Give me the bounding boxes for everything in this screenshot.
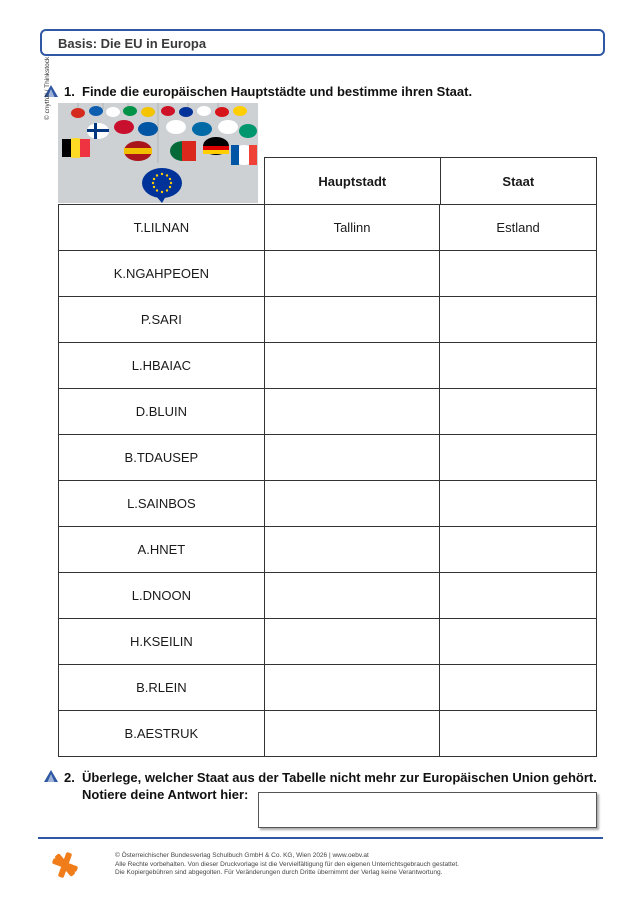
staat-cell[interactable] [440,665,597,711]
scrambled-capital-cell: L.DNOON [59,573,265,619]
scrambled-capital-cell: T.LILNAN [59,205,265,251]
answer-field[interactable] [258,792,597,828]
scrambled-capital-cell: B.RLEIN [59,665,265,711]
hauptstadt-cell[interactable] [264,389,439,435]
staat-cell[interactable]: Estland [440,205,597,251]
scrambled-capital-cell: K.NGAHPEOEN [59,251,265,297]
hauptstadt-cell[interactable] [264,711,439,757]
staat-cell[interactable] [440,343,597,389]
table-row [59,619,597,665]
hauptstadt-cell[interactable] [264,527,439,573]
table-row [59,343,597,389]
difficulty-icon [44,770,58,782]
table-row [59,481,597,527]
hauptstadt-cell[interactable]: Tallinn [264,205,439,251]
staat-cell[interactable] [440,481,597,527]
scrambled-capital-cell: L.HBAIAC [59,343,265,389]
hauptstadt-cell[interactable] [264,619,439,665]
staat-cell[interactable] [440,573,597,619]
staat-cell[interactable] [440,711,597,757]
table-row [59,435,597,481]
footer-line-3: Die Kopiergebühren sind abgegolten. Für Veränderungen durch Dritte übernimmt der Verlag keine Verantwortung. [115,869,443,876]
table-row [59,711,597,757]
eu-flags-image [58,103,258,203]
hauptstadt-cell[interactable] [264,481,439,527]
scrambled-capital-cell: B.TDAUSEP [59,435,265,481]
task1-number: 1. [64,84,75,99]
scrambled-capital-cell: A.HNET [59,527,265,573]
staat-cell[interactable] [440,389,597,435]
task1-instruction: Finde die europäischen Hauptstädte und bestimme ihren Staat. [82,84,473,99]
staat-cell[interactable] [440,297,597,343]
task2-question: Überlege, welcher Staat aus der Tabelle nicht mehr zur Europäischen Union gehört. [82,770,597,785]
publisher-logo-icon [50,850,80,880]
worksheet-header [40,29,605,56]
task2-prompt: Notiere deine Antwort hier: [82,787,249,802]
hauptstadt-cell[interactable] [264,665,439,711]
table-header [264,157,597,205]
scrambled-capital-cell: P.SARI [59,297,265,343]
image-credit: © cnythzl / Thinkstock [44,56,51,120]
table-row [59,527,597,573]
footer-line-1: © Österreichischer Bundesverlag Schulbuch GmbH & Co. KG, Wien 2026 | www.oebv.at [115,852,369,859]
table-row [59,297,597,343]
staat-cell[interactable] [440,619,597,665]
scrambled-capital-cell: D.BLUIN [59,389,265,435]
column-header-staat: Staat [440,158,596,205]
staat-cell[interactable] [440,435,597,481]
footer-copyright [115,852,459,878]
footer-line-2: Alle Rechte vorbehalten. Von dieser Druckvorlage ist die Vervielfältigung für den eigenen Unterrichtsgebrauch gestattet. [115,860,459,868]
hauptstadt-cell[interactable] [264,343,439,389]
table-row [59,573,597,619]
task2-number: 2. [64,770,75,785]
worksheet-title: Basis: Die EU in Europa [58,36,207,51]
scrambled-capital-cell: H.KSEILIN [59,619,265,665]
table-row [59,389,597,435]
column-header-hauptstadt: Hauptstadt [265,158,441,205]
hauptstadt-cell[interactable] [264,435,439,481]
capitals-table [58,204,597,757]
staat-cell[interactable] [440,251,597,297]
flag-bubbles-icon [58,103,258,203]
staat-cell[interactable] [440,527,597,573]
hauptstadt-cell[interactable] [264,297,439,343]
table-row [59,251,597,297]
footer-divider [38,837,603,839]
scrambled-capital-cell: L.SAINBOS [59,481,265,527]
hauptstadt-cell[interactable] [264,251,439,297]
table-row [59,665,597,711]
hauptstadt-cell[interactable] [264,573,439,619]
scrambled-capital-cell: B.AESTRUK [59,711,265,757]
table-row [59,205,597,251]
table-body [59,205,597,757]
